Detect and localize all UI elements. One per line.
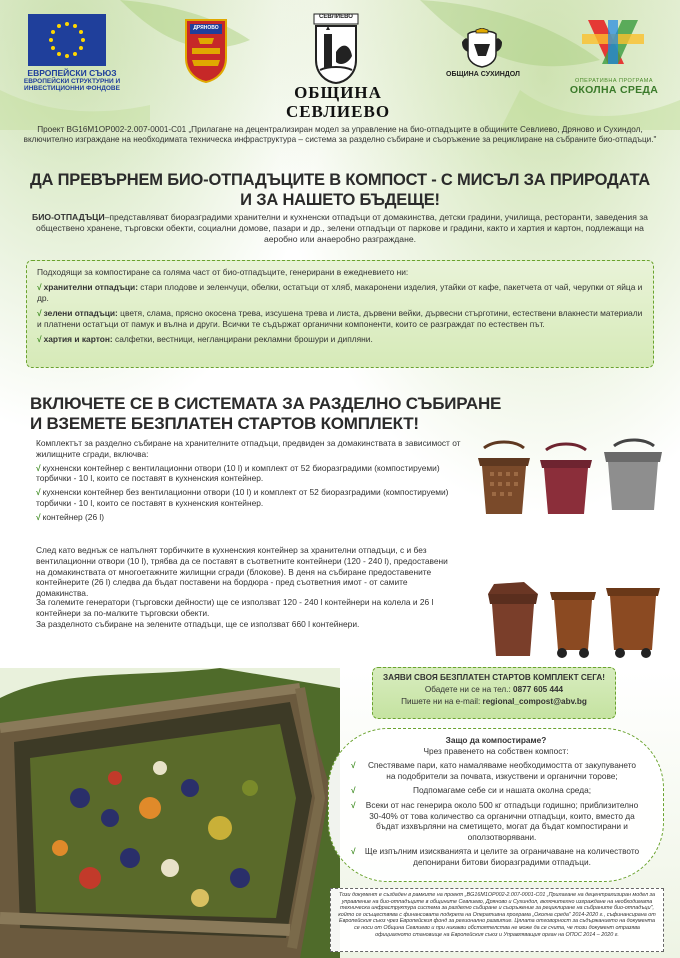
suitable-waste-box xyxy=(26,260,654,368)
compost-bin-photo xyxy=(0,668,340,958)
large-text2: За разделното събиране на зелените отпадъци, ще се използват 660 l контейнери. xyxy=(36,618,360,629)
why-heading: Защо да компостираме? xyxy=(445,735,547,745)
why-item-text: Спестяваме пари, като намаляваме необходимостта от закупуването на подобрители за почвата, изкуствени и органични торове; xyxy=(367,760,637,781)
wheelie-bins-image xyxy=(484,580,664,660)
why-item-text: Подпомагаме себе си и нашата околна среда; xyxy=(413,785,591,796)
op-line2: ОКОЛНА СРЕДА xyxy=(569,84,659,96)
suitable-item-text: цветя, слама, прясно окосена трева, изсушена трева и листа, дървени вейки, дървесни стърготини, естествени влакнести материали и платнени остатъци от памук и вълна и други. Всички те съдържат органични компоненти, които се разграждат по естествен път. xyxy=(37,308,643,329)
sevlievo-label: СЕВЛИЕВО xyxy=(319,14,353,20)
main-title-line1: ДА ПРЕВЪРНЕМ БИО-ОТПАДЪЦИТЕ В КОМПОСТ - С МИСЪЛ ЗА ПРИРОДАТА xyxy=(29,171,651,189)
email-label: Пишете ни на e-mail: xyxy=(401,697,481,706)
header xyxy=(0,0,680,125)
suhindol-label: ОБЩИНА СУХИНДОЛ xyxy=(446,71,520,78)
disclaimer-box: Този документ е създаден в рамките на проект „BG16M1OP002-2.007-0001-C01 „Прилагане на децентрализиран модел за управление на био-отпадъците в общините Севлиево, Дряново и Сухиндол, включително изграждане на необходимата техническа инфраструктура система за разделно събиране и съоръжение за рециклиране на събраните био-отпадъци", който се осъществява с финансовата подкрепа на Оперативна програма „Околна среда" 2014-2020 г., съфинансирана от Европейския съюз чрез Европейския фонд за регионално развитие. Цялата отговорност за съдържанието на документа се носи от Община Севлиево и при никакви обстоятелства не може да се счита, че този документ отразява официалното становище на Европейския съюз и Управляващия орган на ОПОС 2014 – 2020 г. xyxy=(330,888,664,952)
join-title-line1: ВКЛЮЧЕТЕ СЕ В СИСТЕМАТА ЗА РАЗДЕЛНО СЪБИРАНЕ xyxy=(30,394,502,413)
email-line xyxy=(373,696,615,708)
eu-caption xyxy=(22,70,122,93)
join-title-line2: И ВЗЕМЕТЕ БЕЗПЛАТЕН СТАРТОВ КОМПЛЕКТ! xyxy=(30,414,419,433)
kit-item xyxy=(36,487,474,509)
obshtina-sevlievo-title xyxy=(268,83,408,121)
check-icon: √ xyxy=(351,785,356,796)
check-icon: √ xyxy=(37,334,42,344)
closed-bin-icon xyxy=(540,444,592,514)
suitable-item-paper xyxy=(37,334,643,345)
why-subheading: Чрез правенето на собствен компост: xyxy=(423,745,569,756)
eu-line3: ИНВЕСТИЦИОННИ ФОНДОВЕ xyxy=(24,85,120,92)
apply-heading: ЗАЯВИ СВОЯ БЕЗПЛАТЕН СТАРТОВ КОМПЛЕКТ СЕГА! xyxy=(382,673,605,682)
why-item xyxy=(351,800,641,842)
bio-waste-definition xyxy=(26,212,654,245)
check-icon: √ xyxy=(351,846,356,857)
sevlievo-crest-icon xyxy=(312,12,360,84)
main-title-line2: И ЗА НАШЕТО БЪДЕЩЕ! xyxy=(240,191,440,209)
suhindol-crest-icon xyxy=(458,28,506,68)
why-item-text: Всеки от нас генерира около 500 кг отпадъци годишно; приблизително 30-40% от това количество са органични отпадъци, които, вместо да бъдат изхвърляни на сметището, могат да бъдат компостирани и оползотворявани. xyxy=(365,799,639,842)
check-icon: √ xyxy=(36,462,41,473)
after-filling-text: След като веднъж се напълнят торбичките в кухненския контейнер за хранителни отпадъци, с и без вентилационни отвори (10 l), трябва да се поставят в съответните контейнери (120 - 240 l), предоставени на домакинствата от многоетажните жилищни сгради (блокове). В деня на събиране предоставените контейнерите (26 l) следва да бъдат поставени на бордюра - пред съответния имот - от самите домакинства. xyxy=(36,545,448,599)
wheelie-bin-240-icon xyxy=(606,588,660,658)
phone-label: Обадете ни се на тел.: xyxy=(424,685,511,694)
check-icon: √ xyxy=(37,282,42,292)
suitable-item-term: хартия и картон: xyxy=(43,334,113,344)
check-icon: √ xyxy=(36,487,41,498)
op-caption xyxy=(562,78,666,96)
suitable-item-food xyxy=(37,282,643,304)
suitable-intro: Подходящи за компостиране са голяма част от био-отпадъците, генерирани в ежедневието ни: xyxy=(37,267,409,277)
large-text1: За големите генератори (търговски дейности) ще се използват 120 - 240 l контейнери на колела и 26 l контейнери за по-малките търговски обекти. xyxy=(36,597,434,618)
check-icon: √ xyxy=(351,760,356,771)
obshtina-line2: СЕВЛИЕВО xyxy=(285,102,391,121)
obshtina-line1: ОБЩИНА xyxy=(294,83,382,102)
kit-item-text: кухненски контейнер с вентилационни отвори (10 l) и комплект от 52 биоразградими (компостируеми) торбички - 10 l, които се поставят в кухненския контейнер. xyxy=(36,462,440,484)
dryanovo-label: ДРЯНОВО xyxy=(193,25,219,31)
why-item-text: Ще изпълним изискванията и целите за ограничаване на количеството депонирани битови биоразградими отпадъци. xyxy=(364,846,640,867)
suitable-item-green xyxy=(37,308,643,330)
check-icon: √ xyxy=(351,799,356,810)
op-environment-logo-icon xyxy=(578,16,648,68)
op-line1: ОПЕРАТИВНА ПРОГРАМА xyxy=(574,78,654,84)
eu-line1: ЕВРОПЕЙСКИ СЪЮЗ xyxy=(27,68,117,78)
eu-flag-icon xyxy=(28,14,106,66)
eu-line2: ЕВРОПЕЙСКИ СТРУКТУРНИ И xyxy=(23,77,121,85)
grey-bin-icon xyxy=(604,440,662,510)
kit-item-text: контейнер (26 l) xyxy=(42,511,105,522)
why-item xyxy=(351,760,641,781)
join-system-title xyxy=(30,394,550,434)
small-bin-icon xyxy=(488,582,538,656)
kit-item xyxy=(36,463,474,485)
dryanovo-crest-icon xyxy=(182,14,230,84)
email-link[interactable]: regional_compost@abv.bg xyxy=(482,697,587,706)
why-item xyxy=(351,785,641,796)
phone-number-link[interactable]: 0877 605 444 xyxy=(513,685,564,694)
large-generators-text xyxy=(36,597,456,629)
wheelie-bin-120-icon xyxy=(550,592,596,658)
suitable-item-term: хранителни отпадъци: xyxy=(43,282,138,292)
suitable-item-text: стари плодове и зеленчуци, обелки, остатъци от хляб, макаронени изделия, утайки от кафе, пакетчета от чай, черупки от яйца и др. xyxy=(37,282,643,303)
phone-line xyxy=(373,684,615,696)
check-icon: √ xyxy=(36,511,41,522)
suitable-item-term: зелени отпадъци: xyxy=(43,308,118,318)
kitchen-bins-image xyxy=(474,438,664,518)
vented-bin-icon xyxy=(478,442,530,514)
bio-waste-text: –представляват биоразградими хранителни и кухненски отпадъци от домакинства, детски градини, училища, ресторанти, заведения за обществено хранене, търговски обекти, социални домове, пазари и др., зелени отпадъци от паркове и градини, както и хартия и картон, подлежащи на аеробно или анаеробно разграждане. xyxy=(36,212,648,244)
starter-kit-section xyxy=(36,438,474,523)
apply-now-box xyxy=(372,667,616,719)
bio-waste-term: БИО-ОТПАДЪЦИ xyxy=(32,212,105,222)
kit-item xyxy=(36,512,474,523)
check-icon: √ xyxy=(37,308,42,318)
main-title xyxy=(14,170,666,210)
suitable-item-text: салфетки, вестници, негланцирани рекламни брошури и дипляни. xyxy=(112,334,373,344)
why-item xyxy=(351,846,641,867)
kit-intro: Комплектът за разделно събиране на хранителните отпадъци, предвиден за домакинствата в зависимост от жилищните сгради, включва: xyxy=(36,438,461,459)
kit-item-text: кухненски контейнер без вентилационни отвори (10 l) и комплект от 52 биоразградими (компостируеми) торбички - 10 l, които се поставят в кухненския контейнер. xyxy=(36,487,449,508)
project-description: Проект BG16M1OP002-2.007-0001-C01 „Прилагане на децентрализиран модел за управление на био-отпадъците в общините Севлиево, Дряново и Сухиндол, включително изграждане на необходимата техническа инфраструктура – система за разделно събиране и съоръжение за рециклиране на събраните био-отпадъци." xyxy=(23,125,657,145)
why-compost-box xyxy=(328,728,664,882)
